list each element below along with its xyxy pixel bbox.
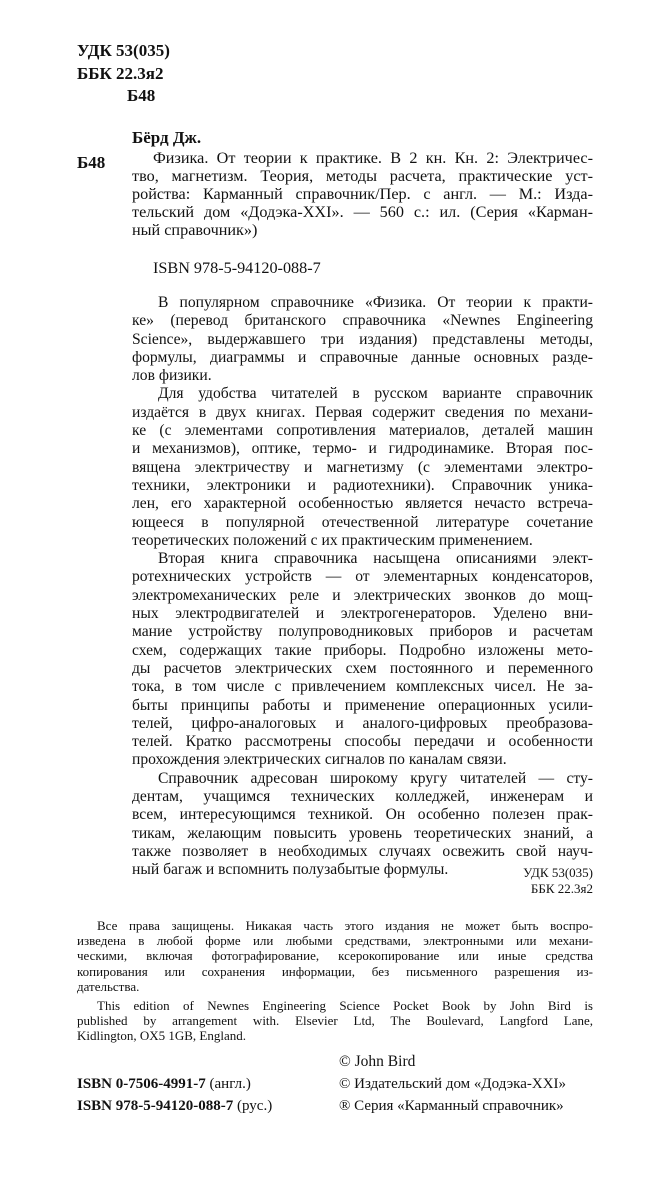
abstract-line: лов физики. (132, 367, 212, 385)
abstract-line: дентам, учащимся технических колледжей, инженерам и (132, 788, 593, 806)
edition-notice (77, 998, 593, 1044)
author-code-header: Б48 (127, 86, 156, 105)
abstract-line: телей, цифро-аналоговых и аналого-цифровых преобразова- (132, 714, 593, 732)
rights-line: изведена в любой форме или любыми средствами, электронными или механи- (77, 933, 593, 949)
isbn-russian-note: (рус.) (237, 1098, 273, 1114)
abstract-line: прохождения электрических сигналов по каналам связи. (132, 751, 507, 769)
abstract-line: вящена электричеству и магнетизму (с элементами электро- (132, 458, 593, 476)
abstract-line: телей. Кратко рассмотрены способы передачи и особенности (132, 733, 593, 751)
abstract-line: электромеханических реле и электрических звонков до мощ- (132, 586, 593, 604)
abstract (132, 294, 593, 880)
abstract-line: тикам, желающим повысить уровень теоретических знаний, а (132, 824, 593, 842)
abstract-line: тока, в том числе с привлечением комплексных чисел. Не за- (132, 678, 593, 696)
rights-line: ческими, включая фотографирование, ксерокопирование или иные средства (77, 948, 593, 964)
abstract-line: лен, его характерной особенностью является нечасто встреча- (132, 495, 593, 513)
copyright-author: © John Bird (339, 1053, 416, 1070)
abstract-line: теоретических положений с их практическим применением. (132, 531, 533, 549)
rights-line: дательства. (77, 978, 140, 994)
isbn-english-number: ISBN 0-7506-4991-7 (77, 1076, 206, 1092)
abstract-line: Справочник адресован широкому кругу читателей — сту- (158, 769, 593, 787)
abstract-line: Вторая книга справочника насыщена описаниями элект- (158, 550, 593, 568)
abstract-line: техники, электроники и радиотехники). Справочник уника- (132, 476, 593, 494)
abstract-line: ющееся в популярной отечественной литературе сочетание (132, 513, 593, 531)
abstract-line: ке (с элементами сопротивления материалов, деталей машин (132, 422, 593, 440)
copyright-publisher: © Издательский дом «Додэка-XXI» (339, 1076, 567, 1092)
entry-isbn: ISBN 978-5-94120-088-7 (153, 259, 321, 277)
abstract-line: всем, интересующимся техникой. Он особенно полезен прак- (132, 806, 593, 824)
isbn-english (77, 1075, 251, 1093)
isbn-russian-number: ISBN 978-5-94120-088-7 (77, 1098, 234, 1114)
abstract-line: формулы, диаграммы и справочные данные основных разде- (132, 348, 593, 366)
abstract-line: Для удобства читателей в русском варианте справочник (158, 385, 593, 403)
abstract-line: ротехнических устройств — от элементарных конденсаторов, (132, 568, 593, 586)
abstract-line: ный багаж и вспомнить полузабытые формулы. (132, 861, 449, 879)
abstract-line: издаётся в двух книгах. Первая содержит сведения по механи- (132, 403, 593, 421)
description-line: Физика. От теории к практике. В 2 кн. Кн. 2: Электричес- (153, 149, 593, 167)
abstract-bbk: ББК 22.3я2 (530, 881, 593, 896)
rights-line: копирования или сохранения информации, без письменного разрешения из- (77, 963, 593, 979)
series-trademark: ® Серия «Карманный справочник» (339, 1098, 564, 1114)
description-line: тельский дом «Додэка-XXI». — 560 с.: ил. (Серия «Карман- (132, 203, 593, 221)
edition-line: This edition of Newnes Engineering Science Pocket Book by John Bird is (97, 998, 593, 1013)
abstract-line: и механизмов), оптике, термо- и гидродинамике. Вторая пос- (132, 440, 593, 458)
isbn-english-note: (англ.) (209, 1076, 251, 1092)
abstract-line: ке» (перевод британского справочника «Newnes Engineering (132, 312, 593, 330)
abstract-line: быты принципы работы и применение операционных усили- (132, 696, 593, 714)
abstract-udk: УДК 53(035) (523, 865, 593, 880)
description-line: ройства: Карманный справочник/Пер. с англ. — М.: Изда- (132, 185, 593, 203)
abstract-line: Science», выдержавшего три издания) представлены методы, (132, 330, 593, 348)
udk-header: УДК 53(035) (77, 41, 170, 60)
abstract-line: ных электродвигателей и электрогенераторов. Уделено вни- (132, 605, 593, 623)
abstract-line: схем, содержащих такие приборы. Подробно изложены мето- (132, 641, 593, 659)
isbn-russian (77, 1097, 272, 1115)
author-code: Б48 (77, 153, 106, 172)
abstract-line: ды расчетов электрических схем постоянного и переменного (132, 659, 593, 677)
description-line: тво, магнетизм. Теория, методы расчета, практические уст- (132, 167, 593, 185)
book-description (132, 149, 593, 239)
rights-line: Все права защищены. Никакая часть этого издания не может быть воспро- (97, 918, 593, 933)
edition-line: published by arrangement with. Elsevier Ltd, The Boulevard, Langford Lane, (77, 1013, 593, 1029)
abstract-line: мание устройству полупроводниковых приборов и расчетам (132, 623, 593, 641)
rights-notice (77, 918, 593, 994)
abstract-line: В популярном справочнике «Физика. От теории к практи- (158, 294, 593, 311)
abstract-line: также позволяет в необходимых случаях освежить свой науч- (132, 842, 593, 860)
description-line: ный справочник») (132, 221, 258, 239)
edition-line: Kidlington, OX5 1GB, England. (77, 1028, 246, 1044)
author-name: Бёрд Дж. (132, 128, 202, 147)
bbk-header: ББК 22.3я2 (77, 64, 164, 83)
